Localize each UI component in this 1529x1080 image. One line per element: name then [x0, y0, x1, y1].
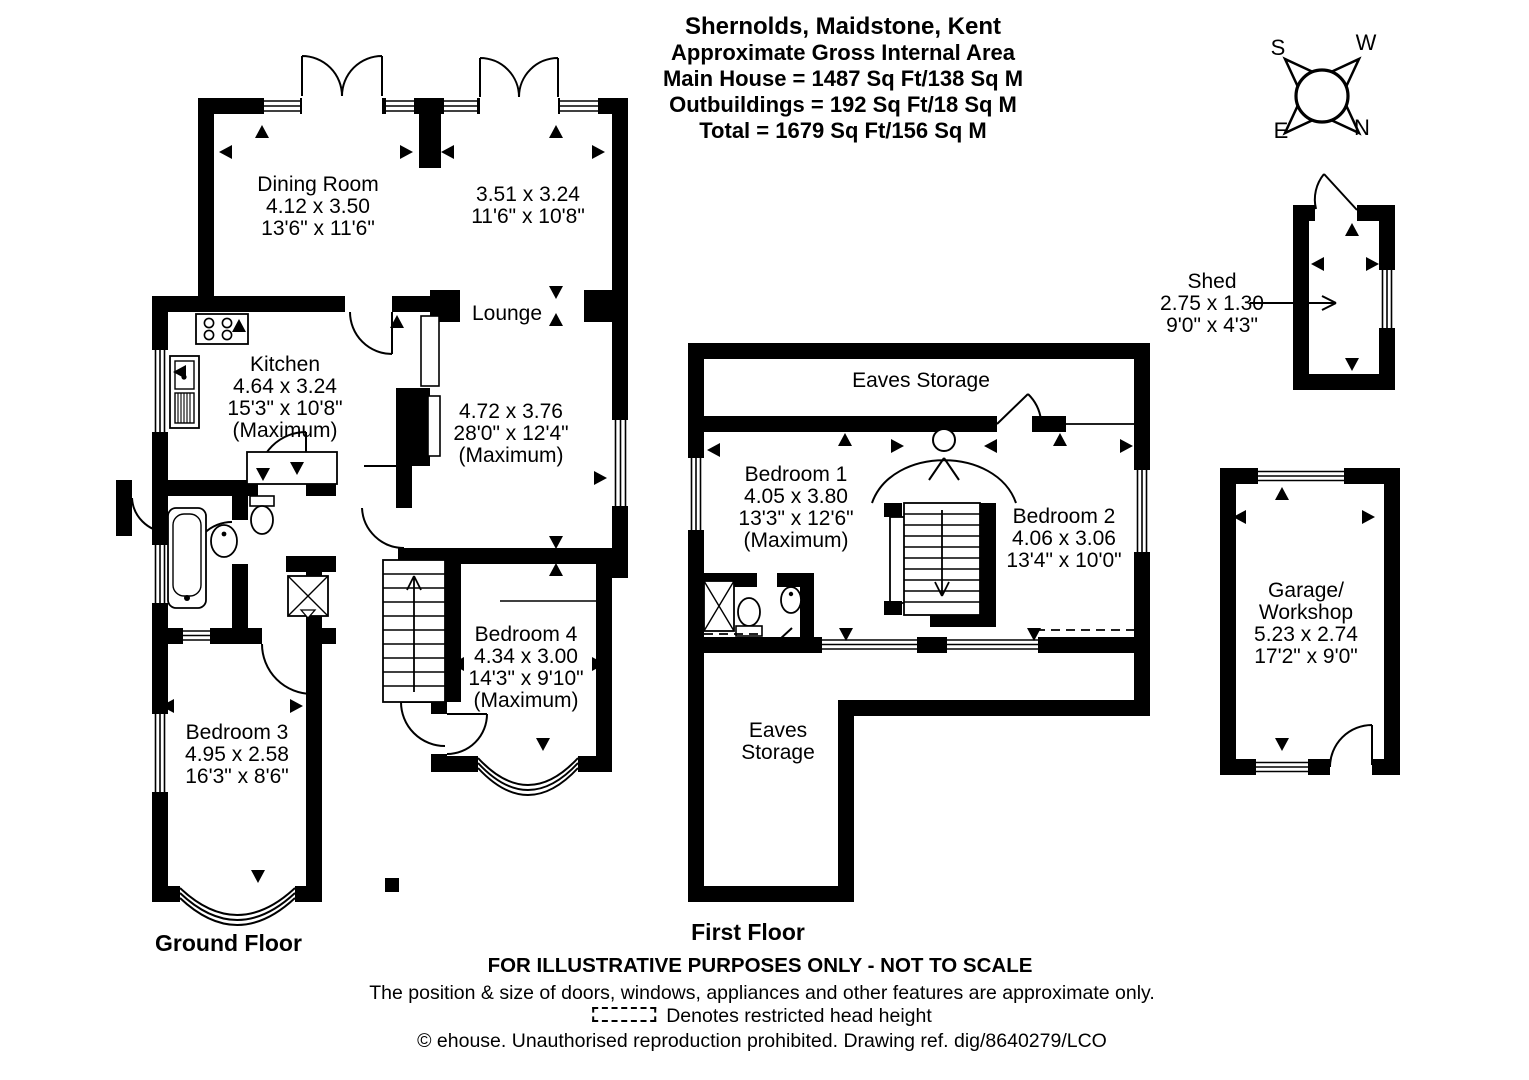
copyright-line: © ehouse. Unauthorised reproduction prohibited. Drawing ref. dig/8640279/LCO	[417, 1030, 1107, 1052]
room-label-garage: Garage/ Workshop 5.23 x 2.74 17'2" x 9'0"	[1254, 579, 1358, 668]
room-label-front-room: 3.51 x 3.24 11'6" x 10'8"	[471, 183, 585, 228]
room-label-eaves-storage-bottom: Eaves Storage	[741, 719, 815, 764]
room-label-bedroom3: Bedroom 3 4.95 x 2.58 16'3" x 8'6"	[185, 721, 289, 788]
restricted-head-height-symbol	[592, 1007, 656, 1022]
compass-west: W	[1355, 30, 1377, 55]
room-label-dining: Dining Room 4.12 x 3.50 13'6" x 11'6"	[257, 173, 379, 240]
restricted-head-height-lines	[704, 630, 1134, 634]
shed-window	[1379, 270, 1395, 328]
compass-north: N	[1354, 115, 1370, 140]
room-label-bedroom4: Bedroom 4 4.34 x 3.00 14'3" x 9'10" (Maximum)	[468, 623, 584, 712]
compass-south: S	[1270, 35, 1286, 60]
page-title: Shernolds, Maidstone, Kent	[684, 13, 1002, 40]
room-label-bedroom1: Bedroom 1 4.05 x 3.80 13'3" x 12'6" (Maximum)	[738, 463, 854, 552]
toilet-icon	[250, 496, 274, 534]
first-floor-stairs-icon	[890, 503, 980, 615]
stairs-icon	[383, 560, 445, 702]
legend-restricted-head-height: Denotes restricted head height	[592, 1005, 932, 1027]
rooflight-icon	[933, 429, 955, 451]
area-subtitle: Approximate Gross Internal Area	[671, 40, 1015, 65]
room-label-lounge-dims: 4.72 x 3.76 28'0" x 12'4" (Maximum)	[453, 400, 569, 467]
shed-ceiling-break-markers	[1311, 223, 1379, 371]
room-label-bedroom2: Bedroom 2 4.06 x 3.06 13'4" x 10'0"	[1006, 505, 1122, 572]
first-floor-toilet-icon	[736, 598, 762, 636]
main-house-area: Main House = 1487 Sq Ft/138 Sq M	[662, 66, 1024, 91]
first-floor-label: First Floor	[691, 919, 805, 945]
disclaimer-accuracy: The position & size of doors, windows, appliances and other features are approximate only.	[369, 982, 1155, 1004]
ground-floor-label: Ground Floor	[155, 930, 302, 956]
first-floor-plan	[688, 343, 1150, 902]
room-label-shed: Shed 2.75 x 1.30 9'0" x 4'3"	[1160, 270, 1264, 337]
bath-icon	[168, 508, 206, 608]
disclaimer-scale: FOR ILLUSTRATIVE PURPOSES ONLY - NOT TO SCALE	[487, 954, 1033, 977]
room-label-kitchen: Kitchen 4.64 x 3.24 15'3" x 10'8" (Maximum)	[227, 353, 343, 442]
first-floor-shower-icon	[704, 581, 734, 631]
first-floor-basin-icon	[781, 587, 801, 613]
garage-door	[1330, 725, 1372, 767]
basin-icon	[211, 525, 237, 557]
shed-door	[1315, 174, 1357, 210]
shed-plan	[1250, 174, 1395, 390]
compass-rose-icon	[1285, 59, 1359, 133]
shower-icon	[288, 576, 328, 618]
room-label-lounge: Lounge	[471, 302, 543, 325]
compass-east: E	[1273, 118, 1289, 143]
room-label-eaves-storage-top: Eaves Storage	[852, 369, 990, 392]
total-area: Total = 1679 Sq Ft/156 Sq M	[699, 118, 987, 143]
outbuildings-area: Outbuildings = 192 Sq Ft/18 Sq M	[669, 92, 1017, 117]
